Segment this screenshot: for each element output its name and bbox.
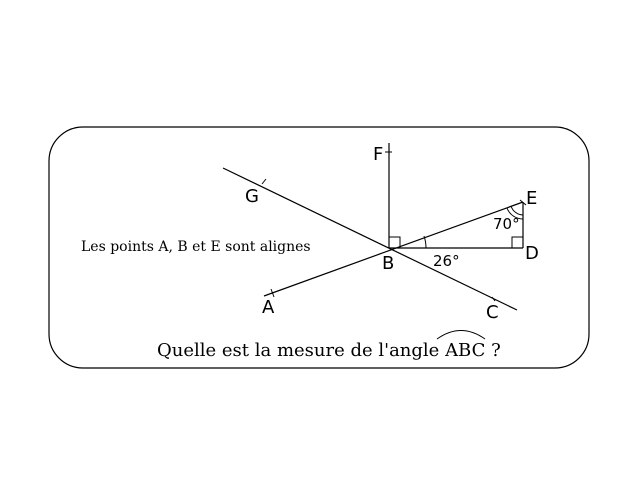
point-label-d: D bbox=[525, 243, 539, 264]
question-text bbox=[157, 340, 501, 361]
question-angle-name: ABC bbox=[445, 340, 486, 361]
angle-arc-e-inner bbox=[511, 206, 523, 215]
point-label-f: F bbox=[373, 144, 384, 165]
angle-label-b: 26° bbox=[433, 252, 460, 270]
point-label-c: C bbox=[486, 302, 499, 323]
question-prefix: Quelle est la mesure de l'angle bbox=[157, 340, 446, 361]
angle-hat bbox=[437, 331, 485, 340]
angle-label-e: 70° bbox=[493, 215, 520, 233]
question-suffix: ? bbox=[485, 340, 501, 361]
point-label-g: G bbox=[245, 186, 259, 207]
right-angle-mark-b bbox=[389, 237, 400, 248]
tick-g bbox=[262, 179, 266, 184]
right-angle-mark-d bbox=[512, 237, 523, 248]
alignment-note: Les points A, B et E sont alignes bbox=[81, 239, 311, 255]
point-label-a: A bbox=[262, 297, 275, 318]
point-label-e: E bbox=[526, 188, 538, 209]
point-label-b: B bbox=[382, 253, 395, 274]
